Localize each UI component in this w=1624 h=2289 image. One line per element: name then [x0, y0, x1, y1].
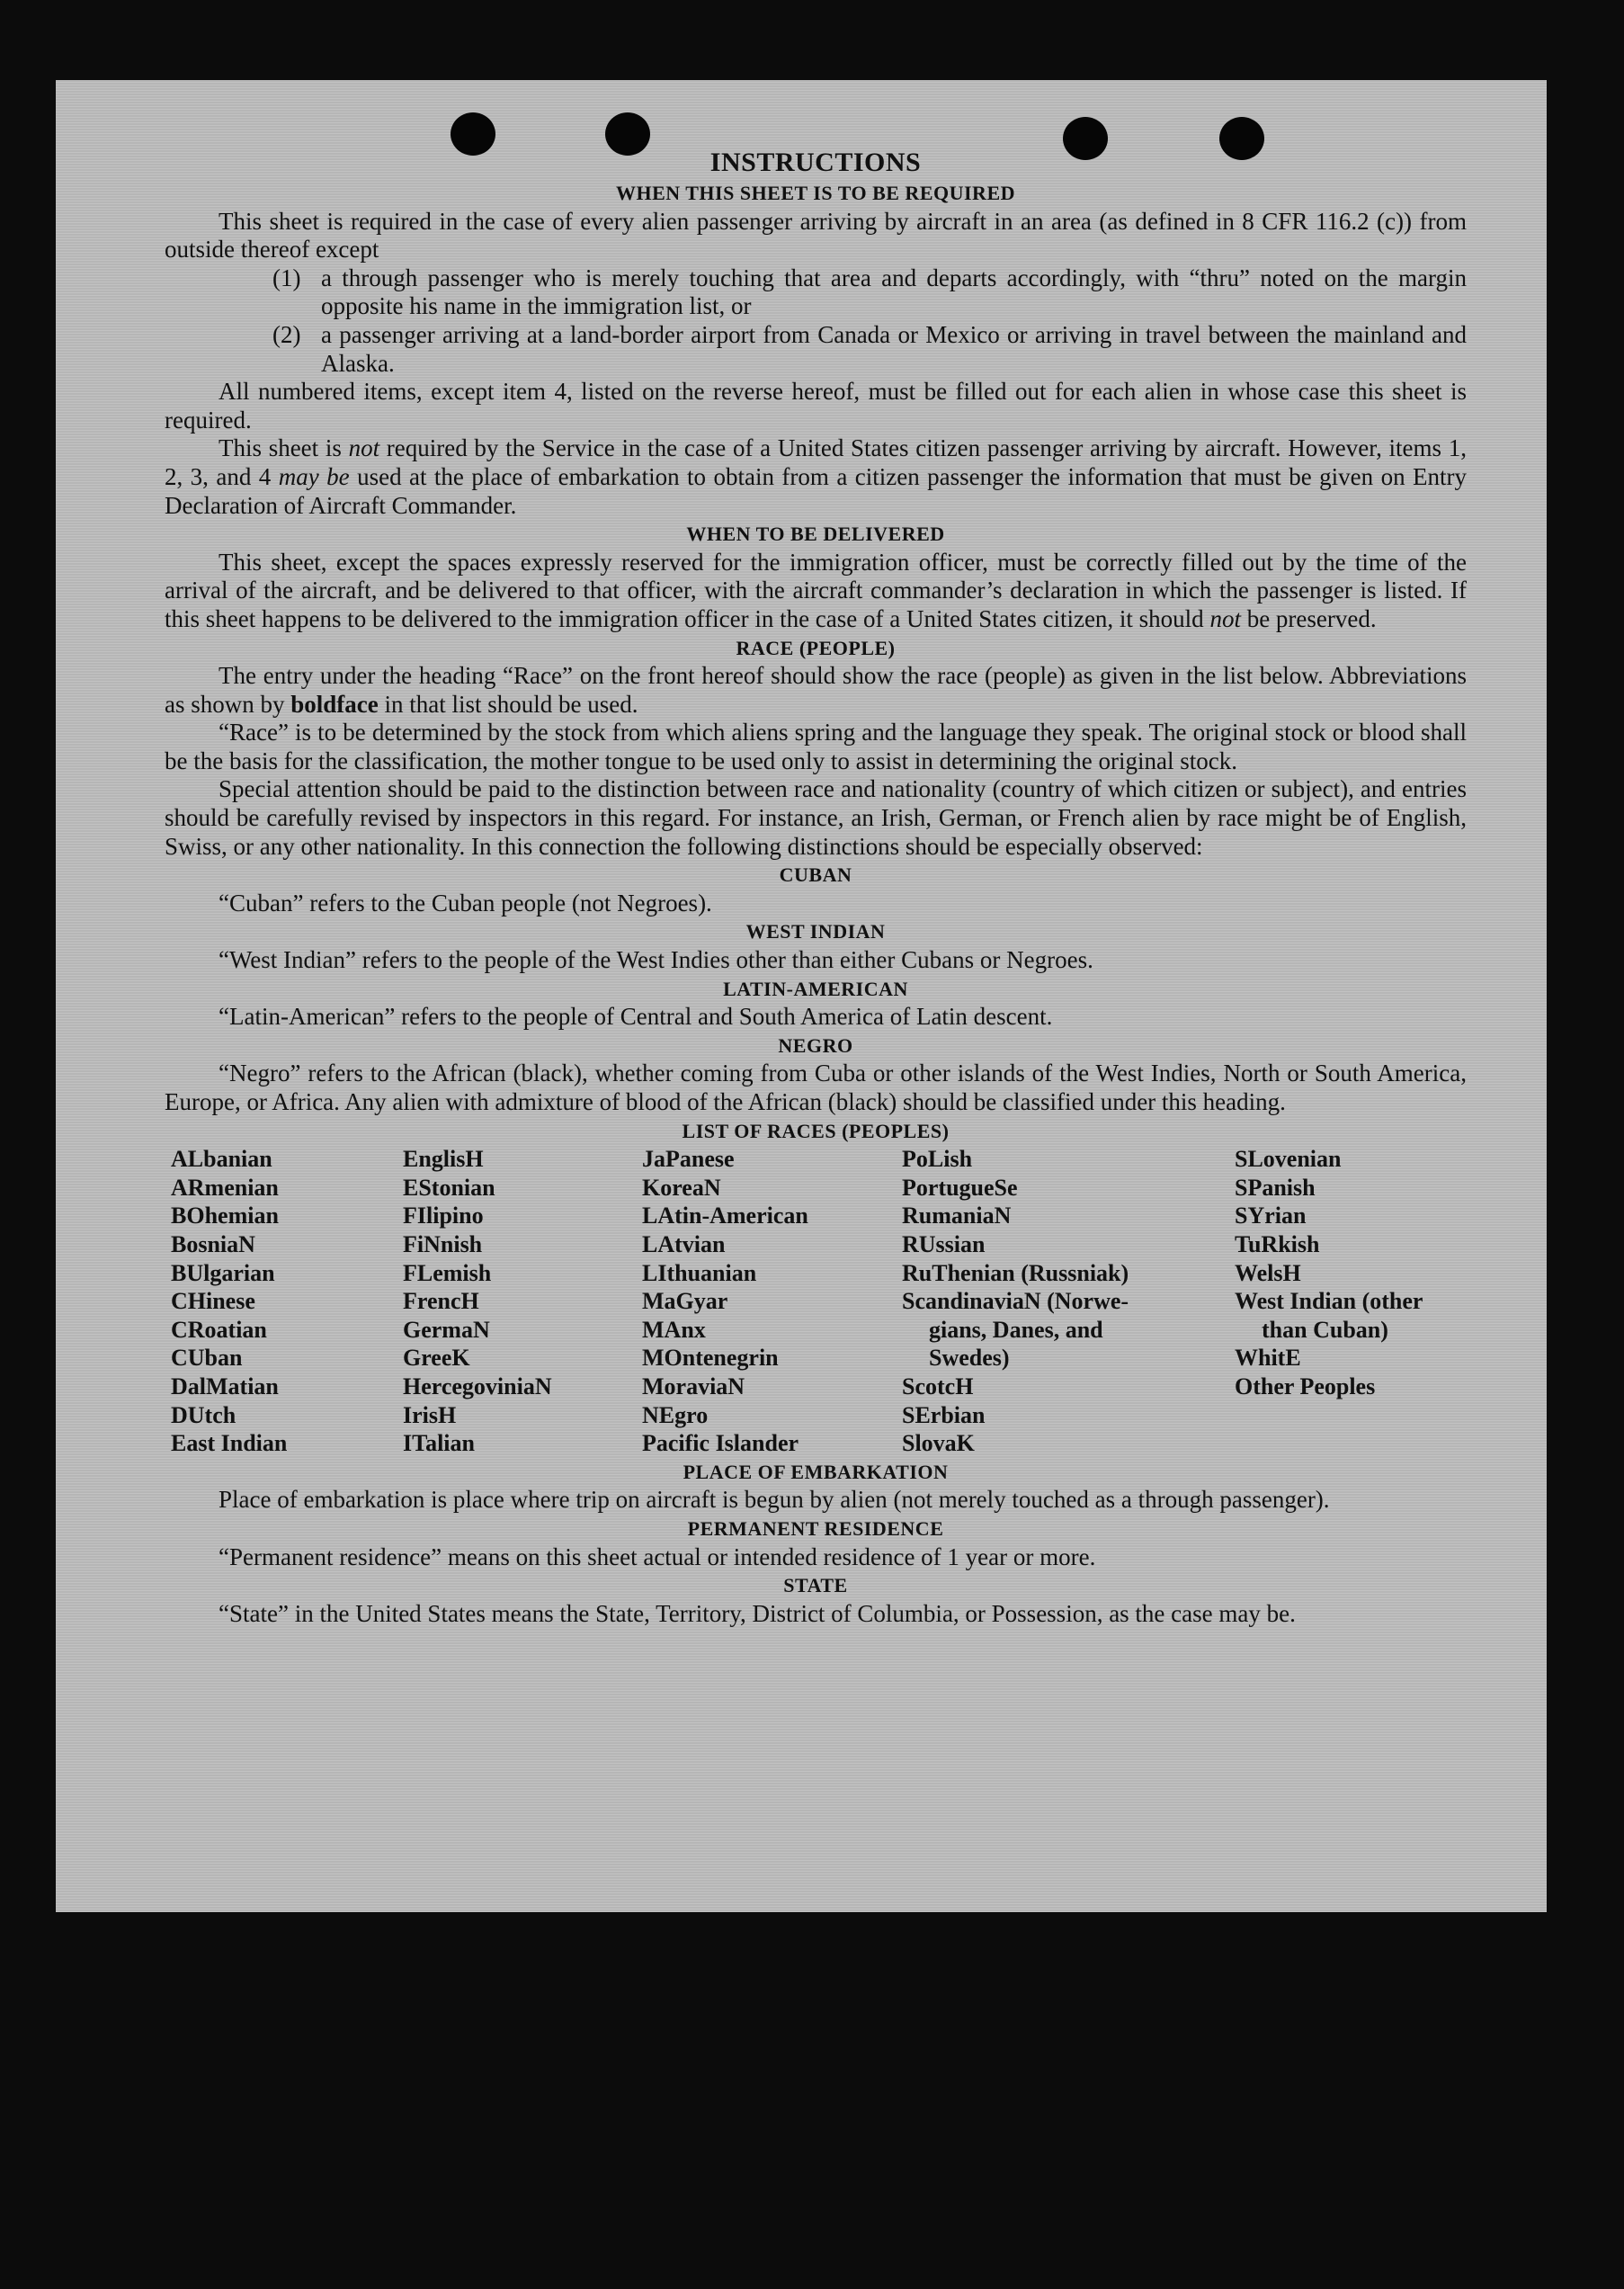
- text: This sheet, except the spaces expressly reserved for the immigration officer, must be correctly filled out by the time of the arrival of the aircraft, and be delivered to that officer, with the aircraft commander’s declaration in which the passenger is listed. If this sheet happens to be delivered to the immigration officer in the case of a United States citizen, it should: [165, 548, 1467, 632]
- race-entry: SLovenian: [1235, 1146, 1342, 1173]
- item-text: a passenger arriving at a land-border airport from Canada or Mexico or arriving in travel between the mainland and Alaska.: [321, 320, 1467, 377]
- race-entry: FrencH: [403, 1288, 479, 1315]
- race-entry: ITalian: [403, 1430, 475, 1457]
- paragraph: “West Indian” refers to the people of the West Indies other than either Cubans or Negroes.: [219, 946, 1093, 974]
- race-entry: WelsH: [1235, 1259, 1301, 1286]
- text: This sheet is: [219, 434, 349, 462]
- paragraph: “Permanent residence” means on this sheet actual or intended residence of 1 year or more.: [219, 1542, 1096, 1570]
- paragraph: All numbered items, except item 4, listed on the reverse hereof, must be filled out for each alien in whose case this sheet is required.: [165, 378, 1467, 434]
- document-body: [165, 147, 1467, 1628]
- race-entry: RumaniaN: [902, 1203, 1012, 1229]
- race-entry: WhitE: [1235, 1345, 1301, 1372]
- paragraph: Special attention should be paid to the distinction between race and nationality (country of which citizen or subject), and entries should be carefully revised by inspectors in this regard. For instance, an Irish, German, or French alien by race might be of English, Swiss, or any other nationality. In this connection the following distinctions should be especially observed:: [165, 775, 1467, 860]
- paragraph: “Cuban” refers to the Cuban people (not Negroes).: [219, 889, 712, 916]
- race-entry: RuThenian (Russniak): [902, 1259, 1129, 1286]
- section-heading: WHEN THIS SHEET IS TO BE REQUIRED: [615, 182, 1016, 204]
- race-entry: FiNnish: [403, 1230, 483, 1257]
- text: in that list should be used.: [378, 690, 638, 718]
- race-entry: BOhemian: [171, 1203, 279, 1229]
- race-entry: DUtch: [171, 1401, 236, 1428]
- race-entry: NEgro: [642, 1401, 709, 1428]
- race-entry: EStonian: [403, 1174, 495, 1201]
- paragraph: Place of embarkation is place where trip on aircraft is begun by alien (not merely touched as a through passenger).: [219, 1486, 1330, 1514]
- section-heading: CUBAN: [779, 863, 852, 887]
- race-entry: FLemish: [403, 1259, 492, 1286]
- race-entry: East Indian: [171, 1430, 288, 1457]
- race-entry: ScandinaviaN (Norwe-: [902, 1288, 1129, 1315]
- race-entry: PoLish: [902, 1146, 973, 1173]
- race-entry: LAtin-American: [642, 1203, 808, 1229]
- race-entry: ARmenian: [171, 1174, 279, 1201]
- text: not: [348, 434, 380, 462]
- numbered-item: [272, 264, 1467, 321]
- text: used at the place of embarkation to obtain from a citizen passenger the information that must be given on Entry Declaration of Aircraft Commander.: [165, 462, 1467, 519]
- race-entry: West Indian (other: [1235, 1288, 1423, 1315]
- section-heading: PERMANENT RESIDENCE: [687, 1516, 944, 1540]
- race-entry: Swedes): [929, 1345, 1010, 1372]
- race-entry: Other Peoples: [1235, 1373, 1376, 1399]
- text: required by the Service in the case of a United States citizen passenger arriving by aircraft. However, items 1, 2, 3, and 4: [165, 434, 1467, 490]
- item-number: (1): [272, 264, 301, 291]
- section-heading: WEST INDIAN: [745, 920, 886, 943]
- race-entry: CHinese: [171, 1288, 255, 1315]
- race-entry: Pacific Islander: [642, 1430, 799, 1457]
- race-entry: CUban: [171, 1345, 243, 1372]
- race-entry: SPanish: [1235, 1174, 1316, 1201]
- race-entry: MAnx: [642, 1316, 706, 1343]
- section-heading: LATIN-AMERICAN: [723, 977, 908, 1000]
- race-entry: LAtvian: [642, 1230, 726, 1257]
- race-entry: MOntenegrin: [642, 1345, 779, 1372]
- race-entry: than Cuban): [1262, 1316, 1388, 1343]
- paragraph: “Latin-American” refers to the people of Central and South America of Latin descent.: [219, 1003, 1053, 1031]
- race-entry: SlovaK: [902, 1430, 975, 1457]
- race-entry: BosniaN: [171, 1230, 255, 1257]
- race-entry: LIthuanian: [642, 1259, 757, 1286]
- section-heading: LIST OF RACES (PEOPLES): [682, 1119, 950, 1142]
- text: may be: [278, 462, 350, 490]
- race-entry: DalMatian: [171, 1373, 279, 1399]
- paragraph: “State” in the United States means the State, Territory, District of Columbia, or Possession, as the case may be.: [219, 1599, 1296, 1627]
- section-heading: STATE: [783, 1574, 848, 1597]
- text: not: [1209, 604, 1241, 632]
- race-entry: GreeK: [403, 1345, 470, 1372]
- section-heading: WHEN TO BE DELIVERED: [686, 523, 945, 546]
- paragraph: [165, 662, 1467, 719]
- page-title: INSTRUCTIONS: [709, 148, 922, 177]
- section-heading: NEGRO: [778, 1033, 853, 1057]
- race-column: [902, 1145, 1235, 1458]
- race-entry: gians, Danes, and: [929, 1316, 1103, 1343]
- paragraph: [165, 434, 1467, 520]
- race-entry: SErbian: [902, 1401, 986, 1428]
- race-entry: GermaN: [403, 1316, 490, 1343]
- race-entry: FIlipino: [403, 1203, 484, 1229]
- race-entry: HercegoviniaN: [403, 1373, 552, 1399]
- section-heading: RACE (PEOPLE): [736, 636, 896, 659]
- item-number: (2): [272, 320, 301, 348]
- race-entry: KoreaN: [642, 1174, 721, 1201]
- race-entry: ALbanian: [171, 1146, 272, 1173]
- text: boldface: [290, 690, 379, 718]
- race-column: [171, 1145, 403, 1458]
- race-entry: JaPanese: [642, 1146, 735, 1173]
- race-column: [1235, 1145, 1467, 1458]
- paragraph: “Race” is to be determined by the stock from which aliens spring and the language they speak. The original stock or blood shall be the basis for the classification, the mother tongue to be used only to assist in determining the original stock.: [165, 719, 1467, 774]
- text: be preserved.: [1240, 604, 1377, 632]
- paragraph: [165, 549, 1467, 634]
- text: The entry under the heading “Race” on the front hereof should show the race (people) as given in the list below. Abbreviations as shown by: [165, 662, 1467, 718]
- race-list: [171, 1145, 1467, 1458]
- section-heading: PLACE OF EMBARKATION: [683, 1460, 949, 1483]
- race-column: [642, 1145, 902, 1458]
- item-text: a through passenger who is merely touching that area and departs accordingly, with “thru” noted on the margin opposite his name in the immigration list, or: [321, 264, 1467, 320]
- numbered-item: [272, 321, 1467, 378]
- race-entry: TuRkish: [1235, 1230, 1320, 1257]
- paragraph: “Negro” refers to the African (black), whether coming from Cuba or other islands of the West Indies, North or South America, Europe, or Africa. Any alien with admixture of blood of the African (black) should be classified under this heading.: [165, 1060, 1467, 1115]
- race-entry: EnglisH: [403, 1146, 484, 1173]
- race-entry: MoraviaN: [642, 1373, 745, 1399]
- race-entry: SYrian: [1235, 1203, 1307, 1229]
- race-entry: PortugueSe: [902, 1174, 1018, 1201]
- race-entry: MaGyar: [642, 1288, 728, 1315]
- paragraph: This sheet is required in the case of every alien passenger arriving by aircraft in an area (as defined in 8 CFR 116.2 (c)) from outside thereof except: [165, 207, 1467, 264]
- race-entry: BUlgarian: [171, 1259, 275, 1286]
- race-column: [403, 1145, 642, 1458]
- race-entry: ScotcH: [902, 1373, 974, 1399]
- race-entry: RUssian: [902, 1230, 986, 1257]
- race-entry: CRoatian: [171, 1316, 267, 1343]
- race-entry: IrisH: [403, 1401, 457, 1428]
